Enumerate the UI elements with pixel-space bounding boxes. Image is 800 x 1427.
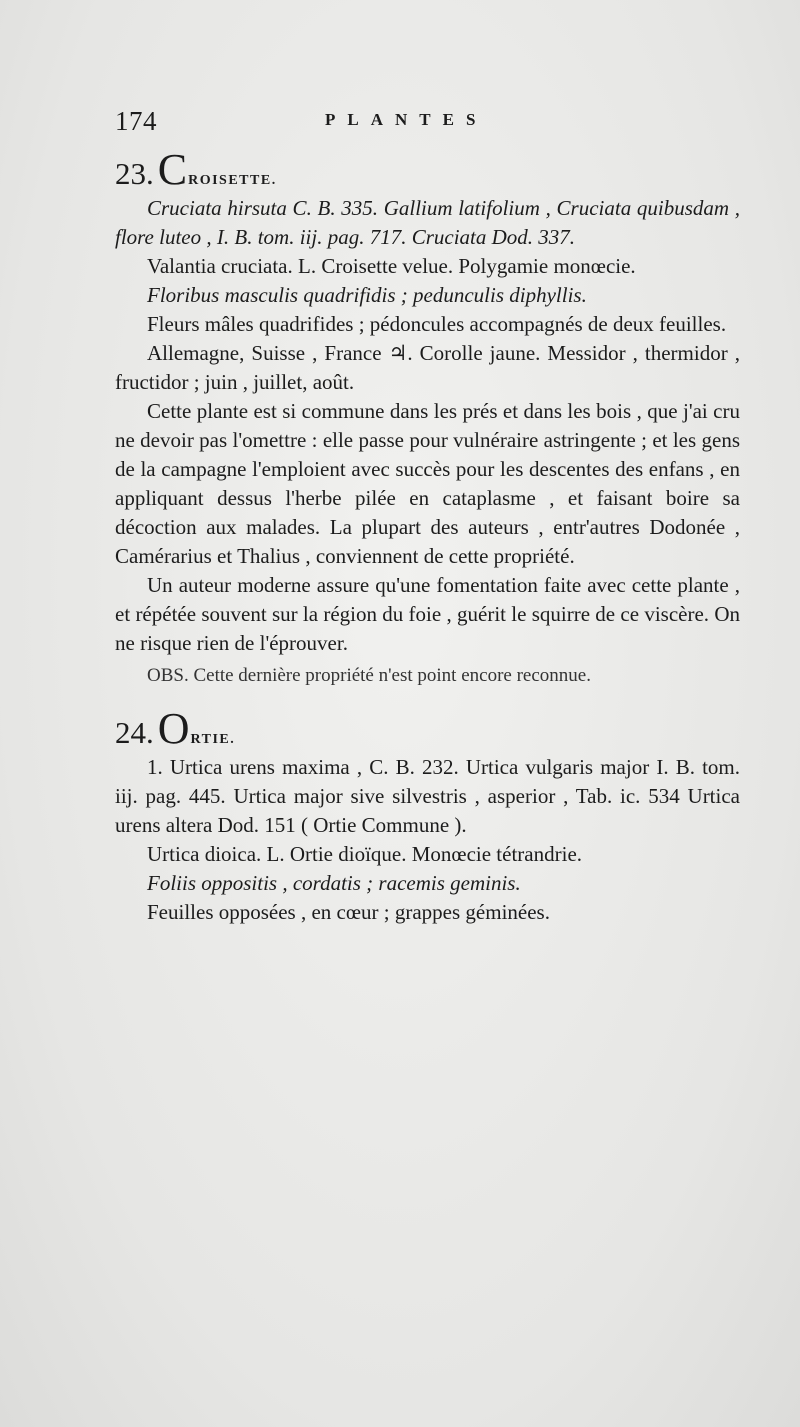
synonyms: 1. Urtica urens maxima , C. B. 232. Urtica vulgaris major I. B. tom. iij. pag. 445. Urtica major sive silvestris , asperior , Tab. ic. 534 Urtica urens altera Dod. 151 ( Ortie Commune ). — [115, 755, 740, 837]
entry-number: 23 — [115, 156, 146, 191]
linnaean-name: Valantia cruciata. L. Croisette velue. Polygamie monœcie. — [147, 254, 636, 278]
entry-initial: O — [157, 704, 190, 753]
synonyms: Cruciata hirsuta C. B. 335. Gallium latifolium , Cruciata quibusdam , flore luteo , I. B. tom. iij. pag. 717. Cruciata Dod. 337. — [115, 196, 740, 249]
description-paragraph: Cette plante est si commune dans les prés et dans les bois , que j'ai cru ne devoir pas l'omettre : elle passe pour vulnéraire astringente ; et les gens de la campagne l'emploient avec succès pour les descentes des enfans , en appliquant dessus l'herbe pilée en cataplasme , et faisant boire sa décoction aux malades. La plupart des auteurs , entr'autres Dodonée , Camérarius et Thalius , conviennent de cette propriété. — [115, 399, 740, 568]
entry-title: RTIE. — [190, 732, 236, 747]
page-header — [115, 104, 740, 144]
entry-heading: 23 . C ROISETTE. — [115, 145, 277, 194]
entry-number: 24 — [115, 715, 146, 750]
french-diagnosis: Feuilles opposées , en cœur ; grappes géminées. — [147, 900, 550, 924]
habitat: Allemagne, Suisse , France ♃. Corolle jaune. Messidor , thermidor , fructidor ; juin , juillet, août. — [115, 341, 740, 394]
french-diagnosis: Fleurs mâles quadrifides ; pédoncules accompagnés de deux feuilles. — [147, 312, 727, 336]
latin-diagnosis: Foliis oppositis , cordatis ; racemis geminis. — [147, 871, 521, 895]
observation-note: OBS. Cette dernière propriété n'est point encore reconnue. — [147, 665, 591, 686]
latin-diagnosis: Floribus masculis quadrifidis ; pedunculis diphyllis. — [147, 283, 587, 307]
text-block — [115, 104, 740, 927]
page-number: 174 — [115, 106, 157, 136]
running-title: PLANTES — [325, 110, 488, 129]
entry-initial: C — [157, 145, 188, 194]
description-paragraph: Un auteur moderne assure qu'une fomentation faite avec cette plante , et répétée souvent sur la région du foie , guérit le squirre de ce viscère. On ne risque rien de l'éprouver. — [115, 573, 740, 655]
entry-title: ROISETTE. — [188, 173, 277, 188]
entry-heading: 24 . O RTIE. — [115, 704, 236, 753]
linnaean-name: Urtica dioica. L. Ortie dioïque. Monœcie tétrandrie. — [147, 842, 583, 866]
